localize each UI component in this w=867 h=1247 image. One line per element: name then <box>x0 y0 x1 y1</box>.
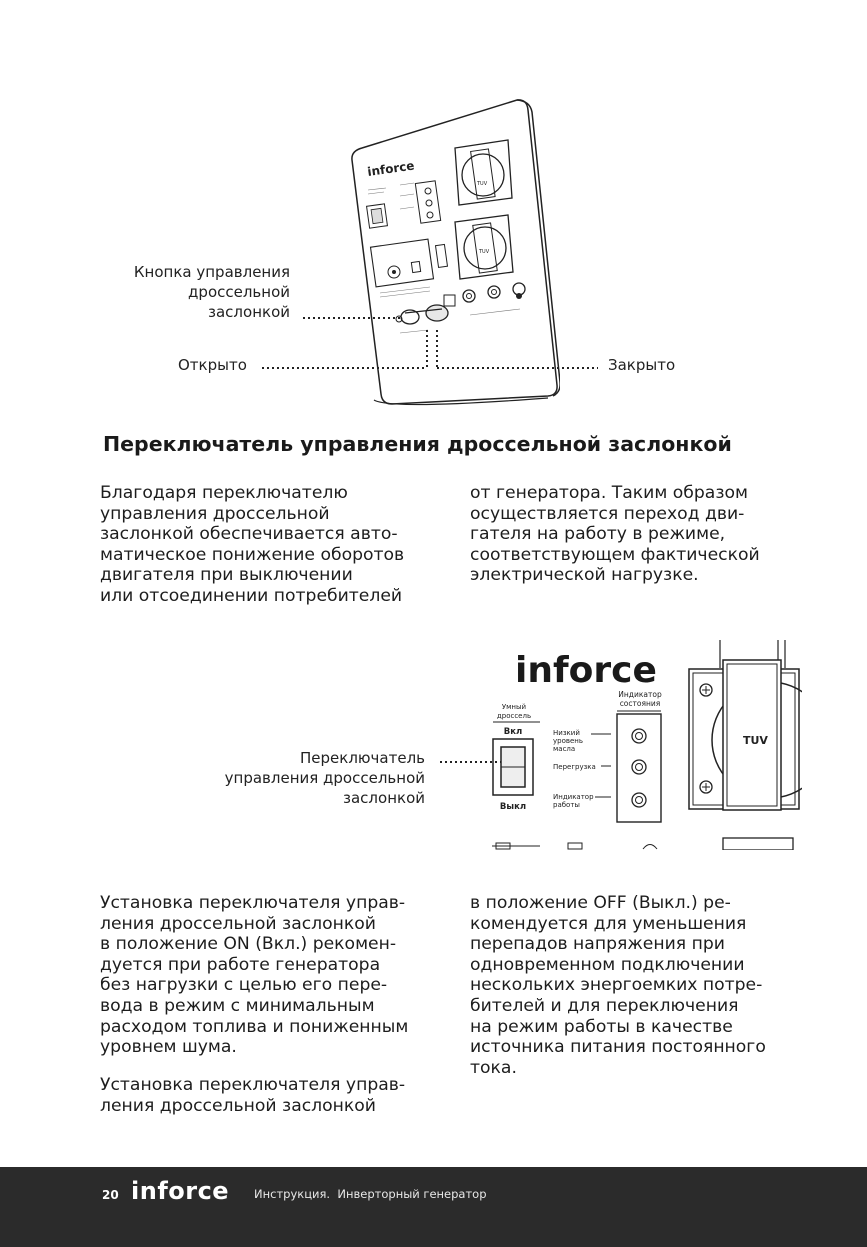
footer-caption: Инструкция. Инверторный генератор <box>254 1187 487 1201</box>
para3-col1-line: ления дроссельной заслонкой <box>100 1095 376 1116</box>
para2-col1-line: Установка переключателя управ- <box>100 893 406 913</box>
para2-col2-line: бителей и для переключения <box>470 995 739 1016</box>
indicator-run-line-2: работы <box>553 801 580 809</box>
detail-socket-label: TUV <box>743 734 768 747</box>
detail-brand: inforce <box>515 650 657 691</box>
para2-col2-line: комендуется для уменьшения <box>470 913 747 934</box>
para1-col1-line: или отсоединении потребителей <box>100 585 403 606</box>
page-number: 20 <box>102 1188 119 1202</box>
para3-column-1 <box>100 1075 450 1116</box>
callout-closed: Закрыто <box>608 356 676 374</box>
callout-throttle-line-3: заслонкой <box>208 303 290 321</box>
para1-column-2 <box>470 483 820 586</box>
para2-col2-line: в положение OFF (Выкл.) ре- <box>470 893 731 913</box>
para1-col1-line: Благодаря переключателю <box>100 483 348 503</box>
para2-col1-line: дуется при работе генератора <box>100 954 381 975</box>
callout-switch-line-2: управления дроссельной <box>224 769 425 787</box>
callout-switch-line-1: Переключатель <box>300 749 425 767</box>
panel-brand: inforce <box>366 158 416 179</box>
indicator-oil-line-2: уровень <box>553 737 584 745</box>
para2-col1-line: расходом топлива и пониженным <box>100 1016 409 1037</box>
indicator-overload: Перегрузка <box>553 763 596 771</box>
para1-col1-line: управления дроссельной <box>100 503 330 524</box>
para1-col2-line: электрической нагрузке. <box>470 565 699 586</box>
panel-socket-label-2: TUV <box>479 249 490 255</box>
callout-throttle-line-2: дроссельной <box>188 283 290 301</box>
para1-col1-line: матическое понижение оборотов <box>100 544 405 565</box>
indicator-oil-line-1: Низкий <box>553 729 580 737</box>
para2-col2-line: источника питания постоянного <box>470 1037 766 1058</box>
para2-col1-line: без нагрузки с целью его пере- <box>100 975 388 996</box>
status-title-line-1: Индикатор <box>618 690 662 699</box>
footer-brand-logo: inforce <box>131 1177 230 1205</box>
para3-col1-line: Установка переключателя управ- <box>100 1075 406 1095</box>
para2-col1-line: вода в режим с минимальным <box>100 995 375 1016</box>
para1-col1-line: заслонкой обеспечивается авто- <box>100 524 398 545</box>
para1-column-1 <box>100 483 450 607</box>
smart-throttle-line-2: дроссель <box>496 712 532 720</box>
para2-col2-line: нескольких энергоемких потре- <box>470 975 763 996</box>
panel-socket-label-1: TUV <box>477 181 488 187</box>
para1-col2-line: соответствующем фактической <box>470 544 760 565</box>
indicator-oil-line-3: масла <box>553 745 576 753</box>
callout-open: Открыто <box>178 356 247 374</box>
para2-col2-line: одновременном подключении <box>470 954 745 975</box>
para2-col2-line: перепадов напряжения при <box>470 934 725 955</box>
switch-off-label: Выкл <box>499 802 527 812</box>
control-panel-detail <box>435 635 802 850</box>
callout-throttle-line-1: Кнопка управления <box>133 263 290 281</box>
para1-col2-line: осуществляется переход дви- <box>470 503 745 524</box>
para2-column-2 <box>470 893 820 1078</box>
section-title: Переключатель управления дроссельной заслонкой <box>103 432 732 456</box>
para2-col2-line: тока. <box>470 1057 517 1078</box>
page-footer <box>0 1167 867 1247</box>
indicator-run-line-1: Индикатор <box>553 793 594 801</box>
smart-throttle-line-1: Умный <box>501 703 527 711</box>
callout-switch-line-3: заслонкой <box>343 789 425 807</box>
para2-col1-line: уровнем шума. <box>100 1037 237 1058</box>
callout-leader-lines <box>260 310 600 375</box>
para2-column-1 <box>100 893 450 1058</box>
callout-throttle-switch <box>195 748 425 808</box>
para1-col1-line: двигателя при выключении <box>100 565 353 586</box>
para2-col2-line: на режим работы в качестве <box>470 1016 733 1037</box>
para1-col2-line: от генератора. Таким образом <box>470 483 748 503</box>
switch-on-label: Вкл <box>503 727 523 737</box>
status-title-line-2: состояния <box>619 699 661 708</box>
para1-col2-line: гателя на работу в режиме, <box>470 524 726 545</box>
para2-col1-line: в положение ON (Вкл.) рекомен- <box>100 934 397 955</box>
para2-col1-line: ления дроссельной заслонкой <box>100 913 376 934</box>
